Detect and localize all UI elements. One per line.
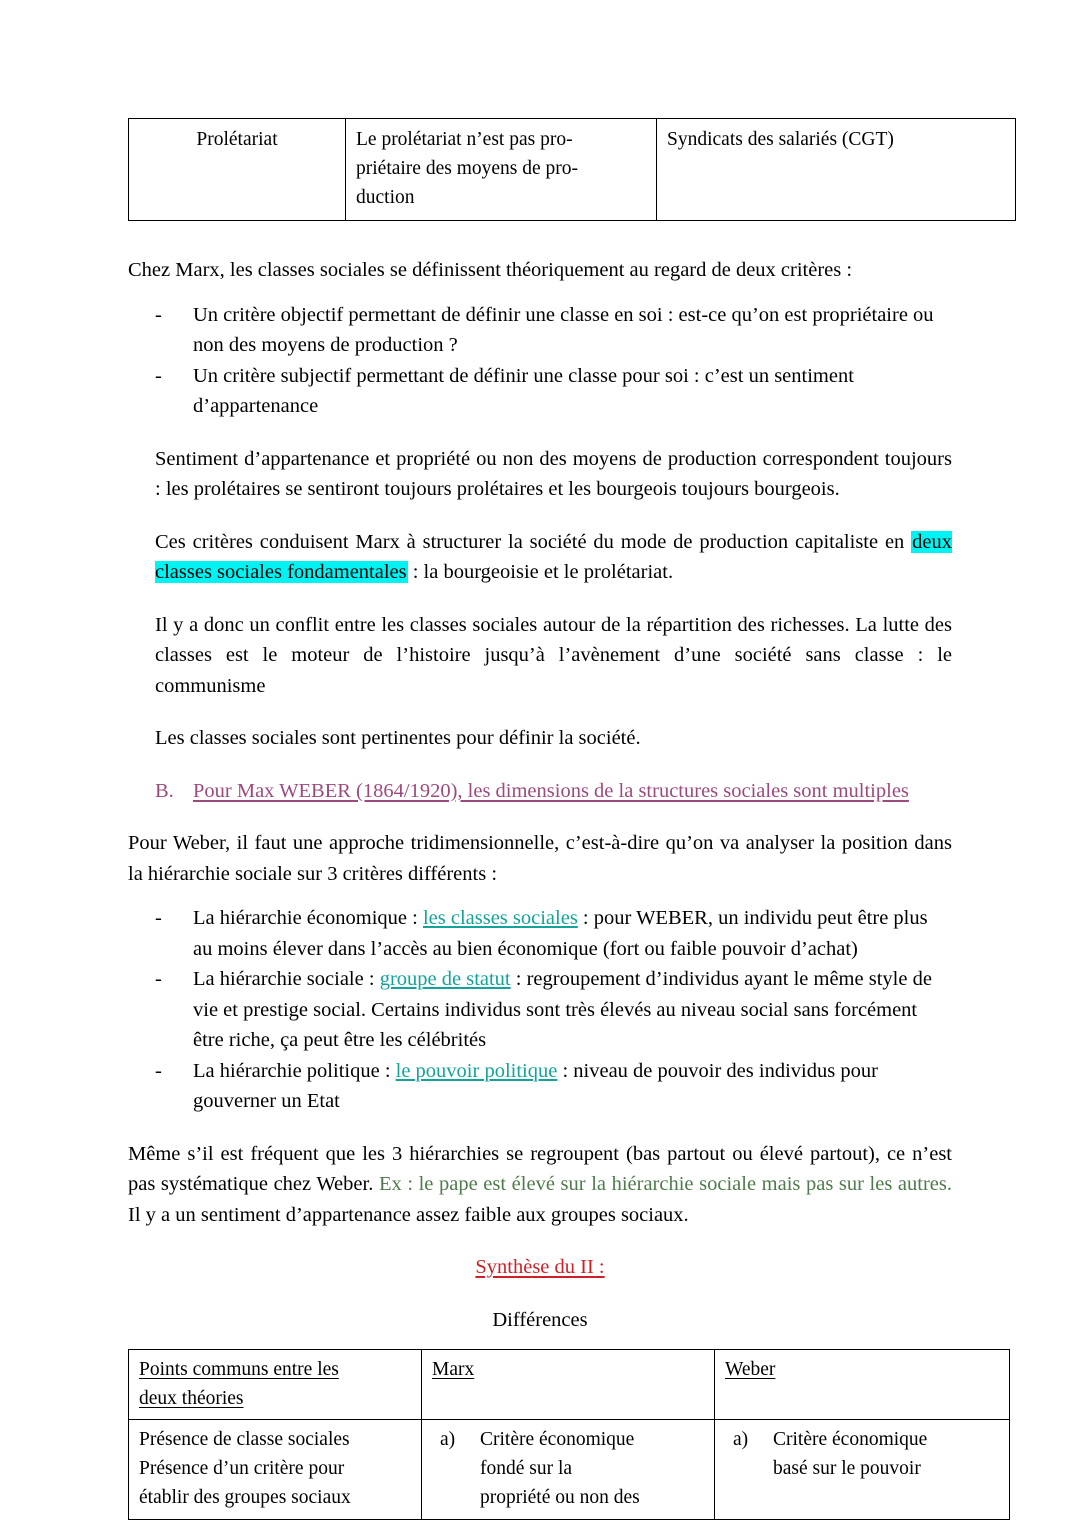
spacer [128,1117,952,1139]
hierarchy-after: : regroupement d’individus ayant le même style de vie et prestige social. Certains individus sont très élevés au niveau social sans forcément être riche, ça peut être les célébrités [193,968,932,1051]
dash-bullet-icon: - [155,303,162,326]
criteria-list [128,300,952,422]
synthese-comparison-table [128,1349,1010,1520]
marx-line-3: propriété ou non des [480,1487,640,1508]
paragraph-criteres [155,527,952,588]
term-le-pouvoir-politique: le pouvoir politique [395,1059,558,1082]
marx-line-2: fondé sur la [480,1458,573,1479]
hierarchy-before: La hiérarchie sociale : [193,968,380,990]
cell-proletariat-definition [346,119,657,221]
header-line-2: deux théories [139,1388,244,1409]
hierarchies-list-wrapper [128,903,952,1117]
spacer [128,806,952,828]
spacer [128,1283,952,1305]
hierarchy-before: La hiérarchie économique : [193,907,423,929]
cell-proletariat-organisation: Syndicats des salariés (CGT) [657,119,1016,221]
points-communs-line-3: établir des groupes sociaux [139,1487,351,1508]
header-line-1: Points communs entre les [139,1359,339,1380]
differences-label: Différences [492,1308,588,1331]
heading-b-weber [155,776,952,807]
marx-line-1: Critère économique [480,1429,635,1450]
spacer [128,754,952,776]
spacer [128,505,952,527]
header-weber [715,1350,1010,1420]
criteria-list-wrapper [128,300,952,422]
highlight-deux-classes: deux classes sociales fondamentales [155,530,952,583]
weber-line-1: Critère économique [773,1429,928,1450]
header-marx [422,1350,715,1420]
paragraph-meme-before: Même s’il est fréquent que les 3 hiérarchies se regroupent (bas partout ou élevé partout), ce n’est pas systématique chez Weber. [128,1142,952,1195]
hierarchy-before: La hiérarchie politique : [193,1059,396,1082]
proletariat-table [128,118,1016,221]
header-weber-text: Weber [725,1359,776,1380]
paragraph-meme-frequent [128,1139,952,1231]
spacer [128,889,952,903]
example-green-text: Ex : le pape est élevé sur la hiérarchie sociale mais pas sur les autres. [378,1173,953,1195]
paragraph-sentiment: Sentiment d’appartenance et propriété ou non des moyens de production correspondent toujours : les prolétaires se sentiront toujours prolétaires et les bourgeois toujours bourgeois. [155,447,952,500]
spacer [128,1230,952,1252]
definition-line-3: duction [356,187,415,208]
paragraph-criteres-after: : la bourgeoisie et le prolétariat. [407,561,674,583]
definition-line-1: Le prolétariat n’est pas pro- [356,129,573,150]
paragraph-pertinentes: Les classes sociales sont pertinentes pour définir la société. [155,727,641,749]
definition-line-2: priétaire des moyens de pro- [356,158,579,179]
synthese-title [128,1252,952,1283]
marx-criteria-list [432,1425,706,1512]
spacer [128,701,952,723]
list-marker: a) [440,1429,456,1450]
dash-bullet-icon: - [155,364,162,387]
dash-bullet-icon: - [155,1059,162,1082]
paragraph-conflit: Il y a donc un conflit entre les classes sociales autour de la répartition des richesses. La lutte des classes est le moteur de l’histoire jusqu’à l’avènement d’une société sans classe : le communisme [155,613,952,697]
list-marker: a) [733,1429,749,1450]
document-content [128,118,952,1520]
spacer [128,286,952,300]
paragraph-meme-after: Il y a un sentiment d’appartenance assez faible aux groupes sociaux. [128,1203,689,1226]
list-item [128,1056,952,1117]
header-marx-text: Marx [432,1359,475,1380]
points-communs-line-2: Présence d’un critère pour [139,1458,345,1479]
spacer [128,422,952,444]
cell-marx-body [422,1420,715,1520]
list-item [432,1425,706,1512]
spacer [128,588,952,610]
spacer [128,221,952,255]
table-row [129,1420,1010,1520]
points-communs-line-1: Présence de classe sociales [139,1429,350,1450]
dash-bullet-icon: - [155,907,162,929]
weber-line-2: basé sur le pouvoir [773,1458,921,1479]
list-item [128,964,952,1056]
list-item [128,361,952,422]
dash-bullet-icon: - [155,968,162,990]
paragraph-criteres-before: Ces critères conduisent Marx à structurer la société du mode de production capitaliste en [155,530,912,553]
weber-criteria-list [725,1425,1001,1483]
list-item [128,300,952,361]
cell-weber-body [715,1420,1010,1520]
term-groupe-de-statut: groupe de statut [379,968,511,990]
cell-points-communs-body [129,1420,422,1520]
synthese-title-text: Synthèse du II : [475,1256,605,1278]
heading-b-letter: B. [155,779,174,802]
hierarchy-after: : niveau de pouvoir des individus pour gouverner un Etat [193,1059,878,1112]
hierarchy-after: : pour WEBER, un individu peut être plus au moins élever dans l’accès au bien économique (fort ou faible pouvoir d’achat) [193,907,928,960]
spacer [128,1335,952,1349]
header-points-communs [129,1350,422,1420]
table-header-row [129,1350,1010,1420]
table-row [129,119,1016,221]
hierarchies-list [128,903,952,1117]
term-les-classes-sociales: les classes sociales [422,907,578,929]
intro-paragraph: Chez Marx, les classes sociales se définissent théoriquement au regard de deux critères : [128,259,853,281]
list-item-text: Un critère objectif permettant de définir une classe en soi : est-ce qu’on est propriétaire ou non des moyens de production ? [193,303,934,356]
heading-b-text: Pour Max WEBER (1864/1920), les dimensions de la structures sociales sont multiples [193,779,909,802]
paragraph-weber-intro: Pour Weber, il faut une approche tridimensionnelle, c’est-à-dire qu’on va analyser la position dans la hiérarchie sociale sur 3 critères différents : [128,832,952,885]
list-item-text: Un critère subjectif permettant de définir une classe pour soi : c’est un sentiment d’appartenance [193,364,854,417]
cell-proletariat-label: Prolétariat [129,119,346,221]
list-item [725,1425,1001,1483]
list-item [128,903,952,964]
